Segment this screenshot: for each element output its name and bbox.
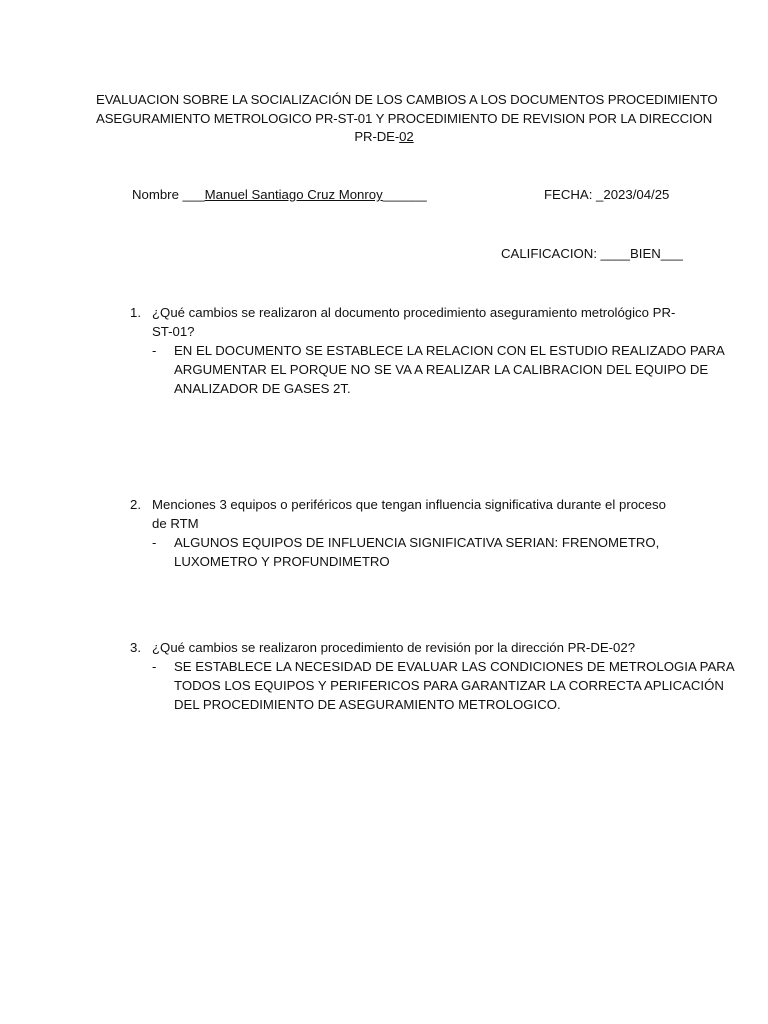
date-field [544,187,669,202]
question-text-line: ¿Qué cambios se realizaron procedimiento de revisión por la dirección PR-DE-02? [152,640,636,655]
answer-text-line: ALGUNOS EQUIPOS DE INFLUENCIA SIGNIFICATIVA SERIAN: FRENOMETRO, [174,535,660,550]
title-line-3 [96,128,672,147]
answer-text [174,341,725,398]
question-text [130,495,670,533]
date-label: FECHA: _ [544,187,604,202]
grade-value: BIEN [630,246,661,261]
question-number: 1. [130,305,141,320]
answer [130,341,725,398]
name-label: Nombre ___ [132,187,205,202]
question-text-line: de RTM [152,516,199,531]
answer-text-line: ARGUMENTAR EL PORQUE NO SE VA A REALIZAR LA CALIBRACION DEL EQUIPO DE [174,362,709,377]
name-trail: ______ [382,187,427,202]
question-text [130,638,670,657]
grade-field [501,246,683,261]
date-value: 2023/04/25 [603,187,670,202]
title-line-2: ASEGURAMIENTO METROLOGICO PR-ST-01 Y PROCEDIMIENTO DE REVISION POR LA DIRECCION [96,110,713,126]
title-line-1: EVALUACION SOBRE LA SOCIALIZACIÓN DE LOS CAMBIOS A LOS DOCUMENTOS PROCEDIMIENTO [96,92,718,107]
question-number: 2. [130,497,141,512]
name-value: Manuel Santiago Cruz Monroy [204,187,383,202]
answer-text-line: LUXOMETRO Y PROFUNDIMETRO [174,554,390,569]
answer-text [174,657,735,714]
grade-label: CALIFICACION: ____ [501,246,630,261]
question-text-line: ST-01? [152,324,195,339]
question-2 [130,495,670,571]
answer-text-line: DEL PROCEDIMIENTO DE ASEGURAMIENTO METROLOGICO. [174,697,561,712]
answer-text [174,533,670,571]
answer-bullet: - [152,343,157,358]
name-field [132,187,427,202]
answer-bullet: - [152,659,157,674]
question-text-line: ¿Qué cambios se realizaron al documento procedimiento aseguramiento metrológico PR- [152,305,676,320]
question-text [130,303,676,341]
question-3 [130,638,735,714]
grade-trail: ___ [660,246,683,261]
answer [130,657,735,714]
question-number: 3. [130,640,141,655]
title-code-suffix: 02 [399,129,414,144]
answer-text-line: TODOS LOS EQUIPOS Y PERIFERICOS PARA GARANTIZAR LA CORRECTA APLICACIÓN [174,678,724,693]
question-text-line: Menciones 3 equipos o periféricos que tengan influencia significativa durante el proceso [152,497,666,512]
answer-text-line: ANALIZADOR DE GASES 2T. [174,381,351,396]
answer-bullet: - [152,535,157,550]
document-title [96,91,718,147]
answer-text-line: SE ESTABLECE LA NECESIDAD DE EVALUAR LAS CONDICIONES DE METROLOGIA PARA [174,659,735,674]
answer-text-line: EN EL DOCUMENTO SE ESTABLECE LA RELACION CON EL ESTUDIO REALIZADO PARA [174,343,725,358]
answer [130,533,670,571]
question-1 [130,303,725,398]
title-code-prefix: PR-DE- [354,129,400,144]
